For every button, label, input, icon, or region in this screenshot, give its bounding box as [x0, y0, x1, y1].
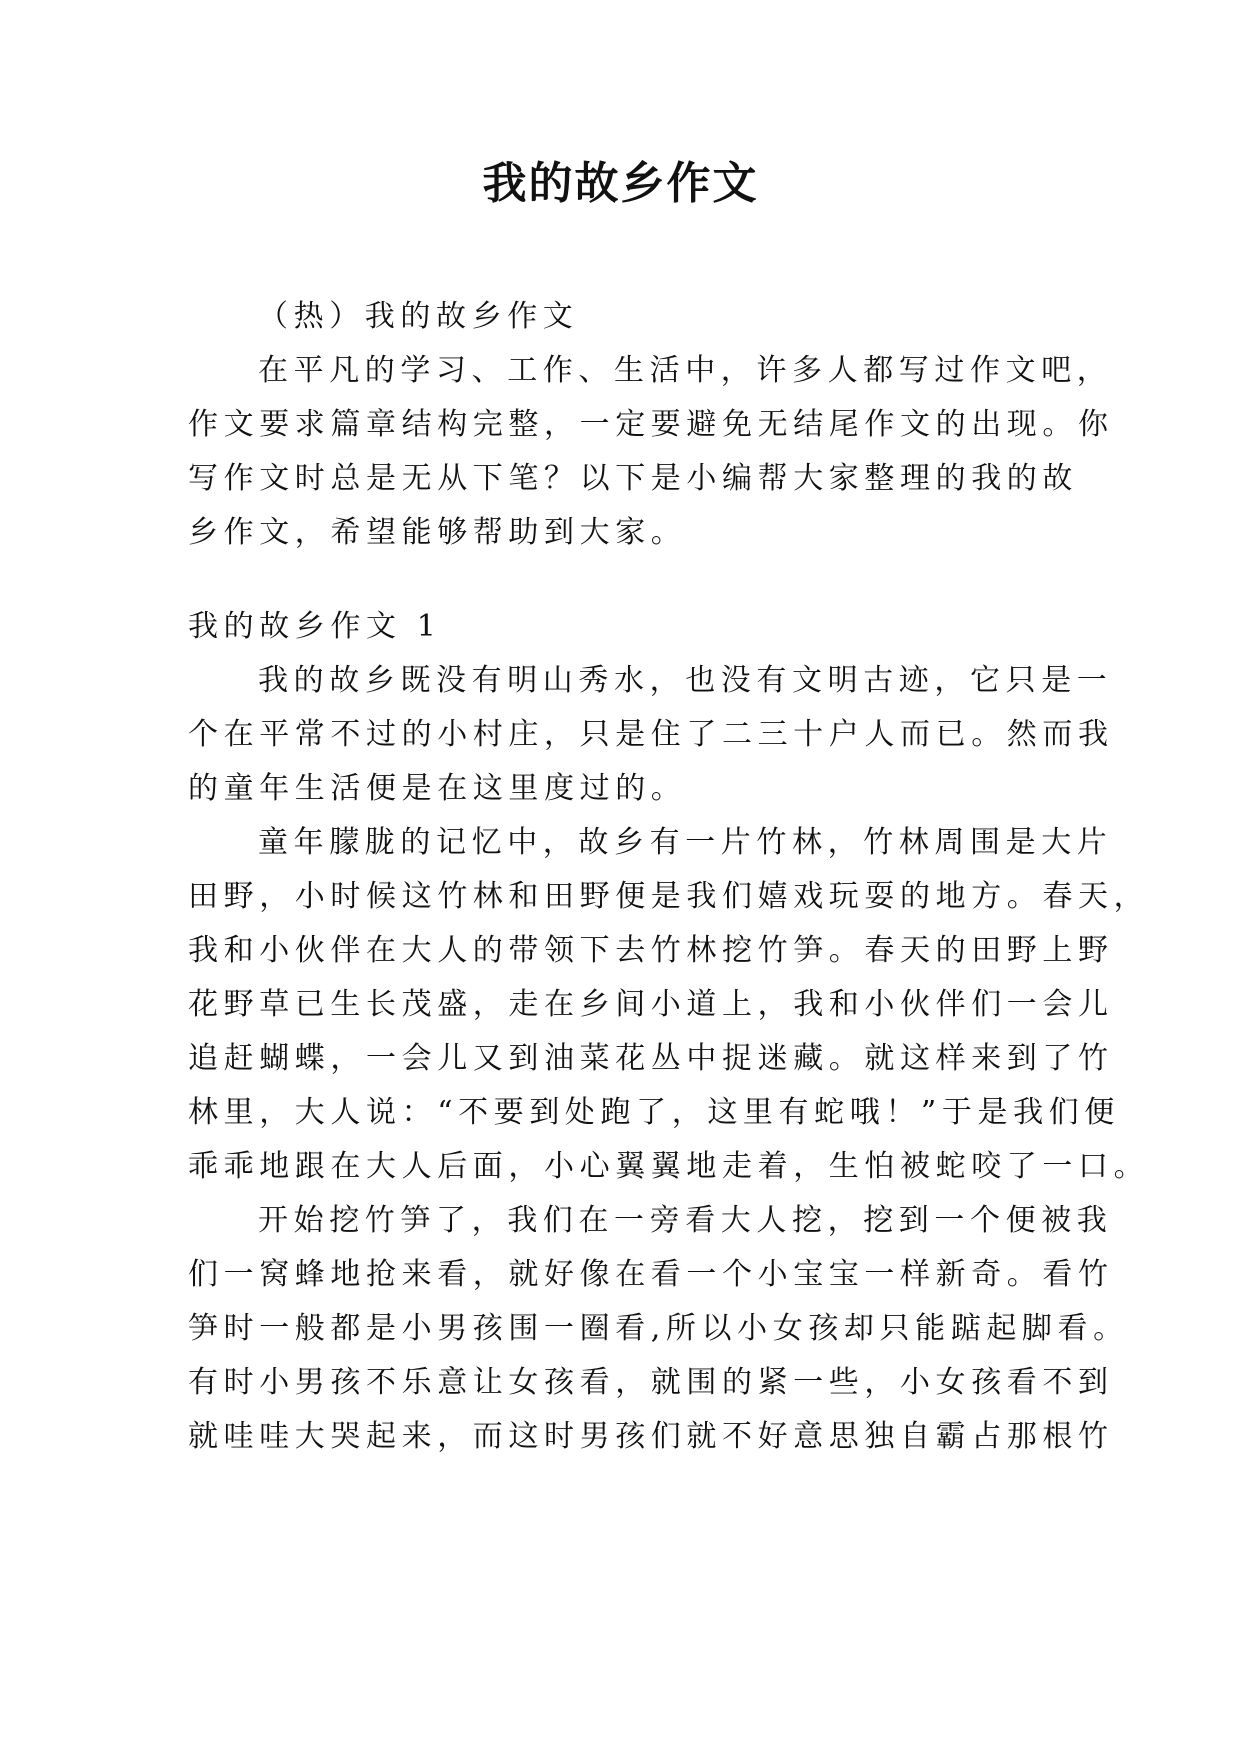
paragraph-line: 我的故乡既没有明山秀水，也没有文明古迹，它只是一: [258, 663, 1113, 698]
paragraph-line: 乖乖地跟在大人后面，小心翼翼地走着，生怕被蛇咬了一口。: [188, 1149, 1150, 1184]
paragraph-line: 追赶蝴蝶，一会儿又到油菜花丛中捉迷藏。就这样来到了竹: [188, 1041, 1114, 1076]
paragraph-line: 开始挖竹笋了，我们在一旁看大人挖，挖到一个便被我: [258, 1203, 1113, 1238]
paragraph-line: 林里，大人说：“不要到处跑了，这里有蛇哦！”于是我们便: [188, 1095, 1120, 1130]
intro-line: 写作文时总是无从下笔？以下是小编帮大家整理的我的故: [188, 461, 1078, 496]
subtitle: （热）我的故乡作文: [258, 299, 579, 334]
paragraph-line: 有时小男孩不乐意让女孩看，就围的紧一些，小女孩看不到: [188, 1365, 1114, 1400]
paragraph-line: 童年朦胧的记忆中，故乡有一片竹林，竹林周围是大片: [258, 825, 1113, 860]
document-body: [188, 290, 1150, 1464]
document-title: 我的故乡作文: [482, 158, 759, 209]
intro-line: 作文要求篇章结构完整，一定要避免无结尾作文的出现。你: [188, 407, 1114, 442]
paragraph-line: 们一窝蜂地抢来看，就好像在看一个小宝宝一样新奇。看竹: [188, 1257, 1114, 1292]
paragraph-line: 个在平常不过的小村庄，只是住了二三十户人而已。然而我: [188, 717, 1114, 752]
paragraph-line: 就哇哇大哭起来，而这时男孩们就不好意思独自霸占那根竹: [188, 1419, 1114, 1454]
paragraph-line: 的童年生活便是在这里度过的。: [188, 771, 687, 806]
section-heading: 我的故乡作文 1: [188, 609, 442, 644]
paragraph-line: 我和小伙伴在大人的带领下去竹林挖竹笋。春天的田野上野: [188, 933, 1114, 968]
intro-line: 乡作文，希望能够帮助到大家。: [188, 515, 687, 550]
section-spacer: [188, 560, 1068, 600]
paragraph-line: 笋时一般都是小男孩围一圈看,所以小女孩却只能踮起脚看。: [188, 1311, 1129, 1346]
paragraph-line: 花野草已生长茂盛，走在乡间小道上，我和小伙伴们一会儿: [188, 987, 1114, 1022]
intro-line: 在平凡的学习、工作、生活中，许多人都写过作文吧，: [258, 353, 1113, 388]
paragraph-line: 田野，小时候这竹林和田野便是我们嬉戏玩耍的地方。春天，: [188, 879, 1150, 914]
